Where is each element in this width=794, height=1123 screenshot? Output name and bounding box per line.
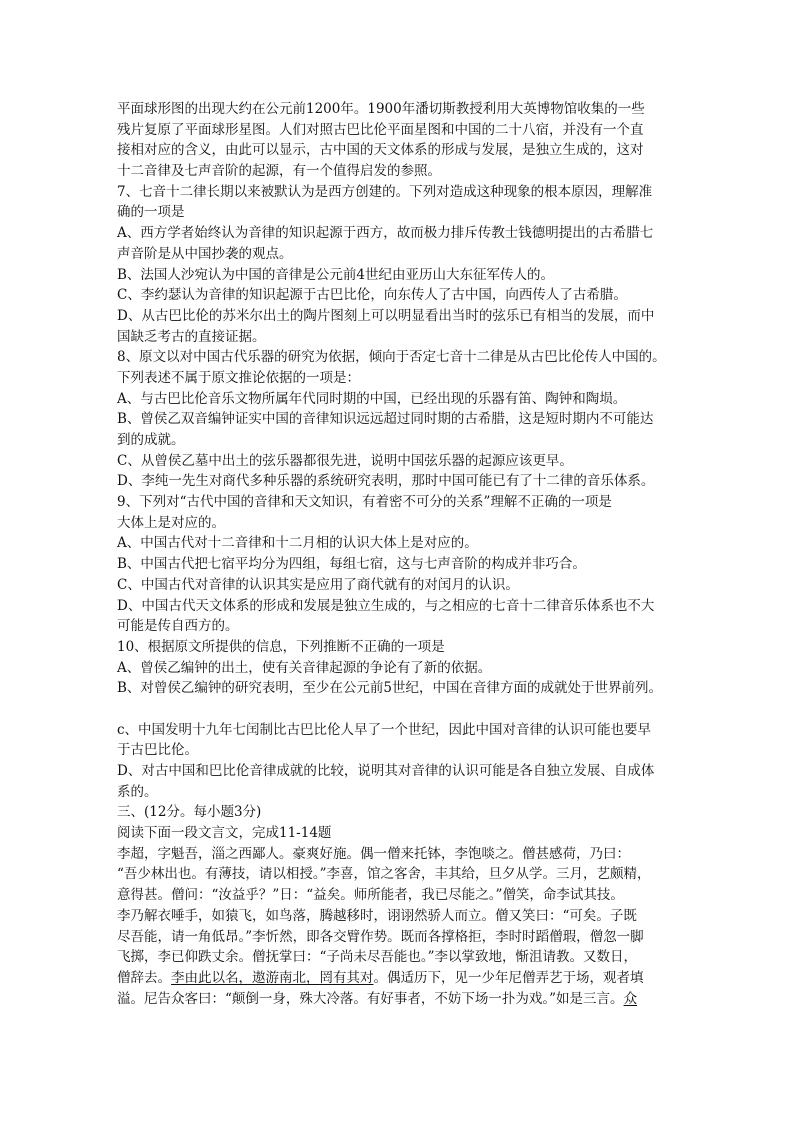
classical-text-line: 飞掷，李已仰跌丈余。僧抚掌曰：“子尚未尽吾能也。”李以掌致地，惭沮请教。又数日， <box>117 949 638 966</box>
option-10b: B、对曾侯乙编钟的研究表明，至少在公元前5世纪，中国在音律方面的成就处于世界前列。 <box>117 680 663 697</box>
option-8b: B、曾侯乙双音编钟证实中国的音律知识远远超过同时期的古希腊，这是短时期内不可能达 <box>117 411 654 428</box>
text-line: 平面球形图的出现大约在公元前1200年。1900年潘切斯教授利用大英博物馆收集的一些 <box>117 101 645 117</box>
question-9-stem: 9、下列对“古代中国的音律和天文知识，有着密不可分的关系”理解不正确的一项是 <box>117 494 612 511</box>
question-7-stem: 7、七音十二律长期以来被默认为是西方创建的。下列对造成这种现象的根本原因，理解准 <box>117 183 653 200</box>
classical-text-line: 意得甚。僧问：“汝益乎？”日：“益矣。师所能者，我已尽能之。”僧笑，命李试其技。 <box>117 887 624 904</box>
underlined-phrase: 众 <box>623 990 638 1007</box>
option-9a: A、中国古代对十二音律和十二月相的认识大体上是对应的。 <box>117 535 478 552</box>
question-7-stem-cont: 确的一项是 <box>117 204 185 221</box>
classical-text-line: 李乃解衣唾手，如猿飞，如鸟落，腾越移时，诩诩然骄人而立。僧又笑曰：“可矣。子既 <box>117 907 637 924</box>
option-7a: A、西方学者始终认为音律的知识起源于西方，故而极力排斥传教士钱德明提出的古希腊七 <box>117 225 654 242</box>
text-segment: 溢。尼告众客曰：“颠倒一身，殊大冷落。有好事者，不妨下场一扑为戏。”如是三言。 <box>117 990 624 1007</box>
blank-line <box>117 699 687 720</box>
option-10d: D、对古中国和巴比伦音律成就的比较，说明其对音律的认识可能是各自独立发展、自成体 <box>117 763 655 779</box>
option-8c: C、从曾侯乙墓中出土的弦乐器都很先进，说明中国弦乐器的起源应该更早。 <box>117 452 573 469</box>
option-7b: B、法国人沙宛认为中国的音律是公元前4世纪由亚历山大东征军传人的。 <box>117 266 555 283</box>
option-10c: c、中国发明十九年七闰制比古巴比伦人早了一个世纪，因此中国对音律的认识可能也要早 <box>117 721 652 738</box>
option-9c: C、中国古代对音律的认识其实是应用了商代就有的对闰月的认识。 <box>117 576 519 593</box>
question-8-stem-cont: 下列表述不属于原文推论依据的一项是： <box>117 369 360 386</box>
text-line: 十二音律及七声音阶的起源，有一个值得启发的参照。 <box>117 163 441 180</box>
section-3-heading: 三、(12分。每小题3分) <box>117 804 262 821</box>
document-body <box>117 99 687 1009</box>
question-10-stem: 10、根据原文所提供的信息，下列推断不正确的一项是 <box>117 638 445 655</box>
option-9d-cont: 可能是传自西方的。 <box>117 618 239 635</box>
classical-text-line-underlined <box>117 989 687 1010</box>
underlined-phrase: 李由此以名，遨游南北，罔有其对 <box>171 969 374 986</box>
question-8-stem: 8、原文以对中国古代乐器的研究为依据，倾向于否定七音十二律是从古巴比伦传人中国的。 <box>117 349 666 366</box>
option-7c: C、李约瑟认为音律的知识起源于古巴比伦，向东传人了古中国，向西传人了古希腊。 <box>117 287 627 304</box>
reading-instruction: 阅读下面一段文言文，完成11-14题 <box>117 825 332 842</box>
classical-text-line: 尽吾能，请一角低昂。”李忻然，即各交臂作势。既而各撑格拒，李时时蹈僧瑕，僧忽一脚 <box>117 928 644 945</box>
option-10d-cont: 系的。 <box>117 783 158 800</box>
option-9d: D、中国古代天文体系的形成和发展是独立生成的，与之相应的七音十二律音乐体系也不大 <box>117 597 655 614</box>
classical-text-line: “吾少林出也。有薄技，请以相授。”李喜，馆之客舍，丰其给，旦夕从学。三月，艺颇精， <box>117 866 651 883</box>
text-line: 接相对应的含义，由此可以显示，古中国的天文体系的形成与发展，是独立生成的，这对 <box>117 142 644 159</box>
option-9b: B、中国古代把七宿平均分为四组，每组七宿，这与七声音阶的构成并非巧合。 <box>117 556 586 573</box>
option-10a: A、曾侯乙编钟的出土，使有关音律起源的争论有了新的依据。 <box>117 659 492 676</box>
option-10c-cont: 于古巴比伦。 <box>117 742 198 759</box>
classical-text-line: 李超，字魁吾，淄之西鄙人。豪爽好施。偶一僧来托钵，李饱啖之。僧甚感荷，乃曰： <box>117 845 630 862</box>
option-7d-cont: 国缺乏考古的直接证据。 <box>117 328 266 345</box>
text-line: 残片复原了平面球形星图。人们对照古巴比伦平面星图和中国的二十八宿，并没有一个直 <box>117 121 644 138</box>
classical-text-line-underlined <box>117 968 687 989</box>
text-segment: 。偶适历下，见一少年尼僧弄艺于场，观者填 <box>373 969 644 986</box>
option-8a: A、与古巴比伦音乐文物所属年代同时期的中国，已经出现的乐器有笛、陶钟和陶埙。 <box>117 390 627 407</box>
option-7d: D、从古巴比伦的苏米尔出土的陶片图刻上可以明显看出当时的弦乐已有相当的发展，而中 <box>117 307 655 324</box>
option-8b-cont: 到的成就。 <box>117 432 185 448</box>
text-segment: 僧辞去。 <box>117 969 171 986</box>
option-7a-cont: 声音阶是从中国抄袭的观点。 <box>117 245 293 262</box>
question-9-stem-cont: 大体上是对应的。 <box>117 514 225 531</box>
option-8d: D、李纯一先生对商代多种乐器的系统研究表明，那时中国可能已有了十二律的音乐体系。 <box>117 473 655 490</box>
